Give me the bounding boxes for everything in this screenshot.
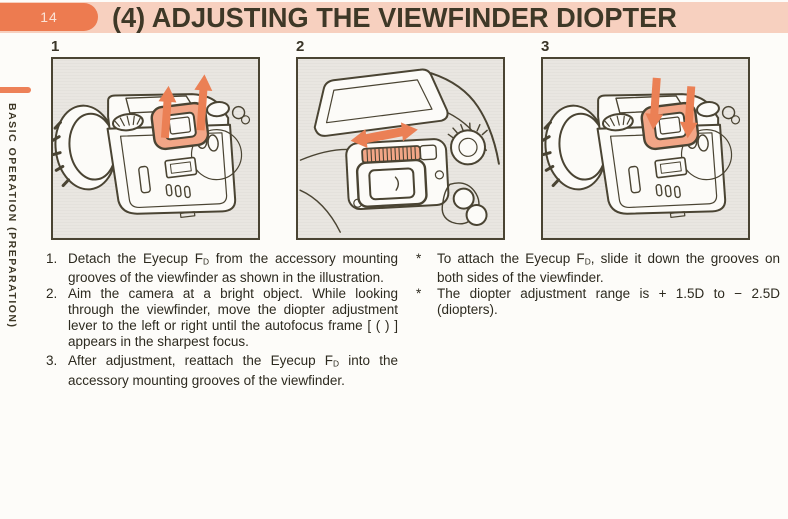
- note-item-1: [414, 251, 780, 286]
- step-text: Aim the camera at a bright object. While looking through the viewfinder, move the diopter adjustment lever to the left or right until the autofocus frame [ ( ) ] appears in the sharpest focus.: [68, 286, 398, 350]
- notes-list: [414, 251, 780, 322]
- note-text: The diopter adjustment range is + 1.5D to − 2.5D (diopters).: [437, 286, 780, 318]
- step-item-3: [46, 353, 398, 388]
- note-item-2: [414, 286, 780, 321]
- figure-2: [296, 39, 506, 240]
- note-text: To attach the Eyecup FD, slide it down the grooves on both sides of the viewfinder.: [437, 251, 780, 286]
- figure-1: [51, 39, 261, 240]
- figure-3-number: 3: [541, 38, 550, 55]
- note-marker: *: [416, 251, 422, 266]
- sidebar-label: BASIC OPERATION (PREPARATION): [6, 103, 18, 329]
- figure-2-number: 2: [296, 38, 305, 55]
- step-text: Detach the Eyecup FD from the accessory mounting grooves of the viewfinder as shown in the illustration.: [68, 251, 398, 286]
- viewfinder-closeup-illustration: [298, 59, 503, 238]
- figure-3: [541, 39, 751, 240]
- note-marker: *: [416, 286, 422, 302]
- figure-1-panel: [51, 57, 260, 240]
- page-number-badge: [0, 3, 98, 31]
- step-number: 2.: [46, 286, 58, 302]
- instructions-list: [46, 251, 398, 389]
- figure-1-number: 1: [51, 38, 60, 55]
- step-number: 3.: [46, 353, 58, 369]
- page-number: 14: [40, 9, 58, 25]
- figure-2-panel: [296, 57, 505, 240]
- camera-rear-illustration-detach: [53, 59, 258, 238]
- step-item-2: [46, 286, 398, 353]
- step-item-1: [46, 251, 398, 286]
- step-text: After adjustment, reattach the Eyecup FD into the accessory mounting grooves of the viewfinder.: [68, 353, 398, 388]
- sidebar-accent-tick: [0, 87, 31, 93]
- step-number: 1.: [46, 251, 58, 266]
- figure-3-panel: [541, 57, 750, 240]
- camera-rear-illustration-attach: [543, 59, 748, 238]
- page-title: (4) ADJUSTING THE VIEWFINDER DIOPTER: [112, 1, 677, 33]
